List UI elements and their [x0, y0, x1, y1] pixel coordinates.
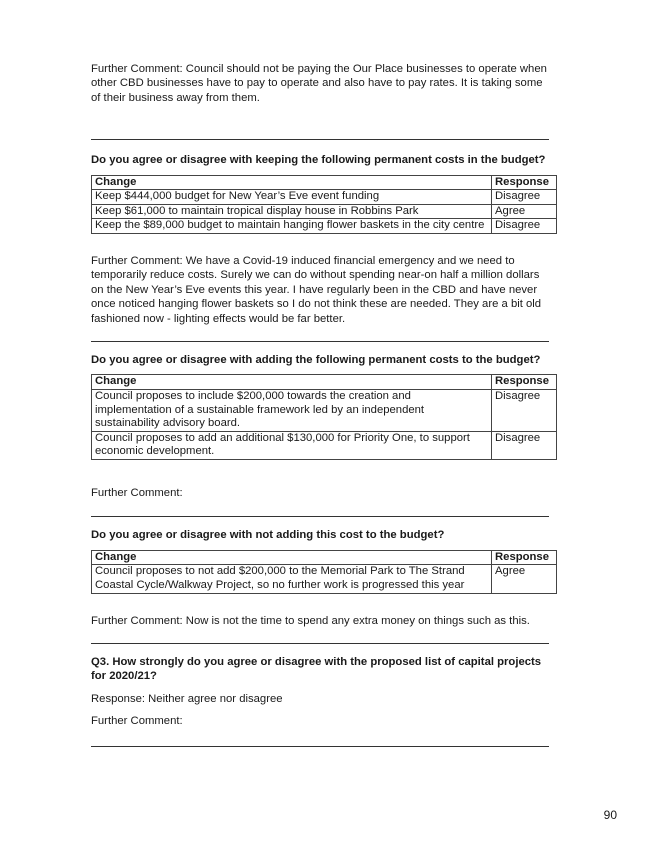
q3-comment: Further Comment: [91, 715, 183, 728]
section3-comment: Further Comment: Now is not the time to spend any extra money on things such as this. [91, 614, 530, 627]
col-response-header: Response [492, 175, 557, 190]
intro-comment: Further Comment: Council should not be paying the Our Place businesses to operate when other CBD businesses have to pay to operate and also have to pay rates. It is taking some of their business away from them. [91, 63, 547, 104]
table-header-row [92, 375, 557, 390]
response-cell: Agree [492, 565, 557, 593]
change-cell: Council proposes to add an additional $130,000 for Priority One, to support economic development. [92, 431, 492, 459]
section1-comment: Further Comment: We have a Covid-19 induced financial emergency and we need to temporarily reduce costs. Surely we can do without spending near-on half a million dollars on the New Year’s Eve events this year. I have regularly been in the CBD and have never once noticed hanging flower baskets so I do not think these are needed. They are a bit old fashioned now - lighting effects would be far better. [91, 255, 542, 325]
divider [91, 341, 549, 342]
divider [91, 516, 549, 517]
col-change-header: Change [92, 175, 492, 190]
table-row [92, 390, 557, 432]
table-row [92, 565, 557, 593]
table-row [92, 190, 557, 205]
table-row [92, 204, 557, 219]
table-header-row [92, 175, 557, 190]
section3-question: Do you agree or disagree with not adding this cost to the budget? [91, 529, 445, 542]
response-cell: Disagree [492, 219, 557, 234]
section2-table [91, 374, 557, 460]
section1-table [91, 175, 557, 234]
document-page [91, 62, 549, 747]
change-cell: Keep $444,000 budget for New Year’s Eve event funding [92, 190, 492, 205]
col-response-header: Response [492, 550, 557, 565]
section2-comment: Further Comment: [91, 487, 183, 499]
page-number: 90 [603, 808, 617, 822]
col-change-header: Change [92, 375, 492, 390]
q3-question: Q3. How strongly do you agree or disagree with the proposed list of capital projects for 2020/21? [91, 656, 542, 683]
divider [91, 746, 549, 747]
change-cell: Keep the $89,000 budget to maintain hanging flower baskets in the city centre [92, 219, 492, 234]
response-cell: Disagree [492, 190, 557, 205]
table-row [92, 431, 557, 459]
change-cell: Keep $61,000 to maintain tropical display house in Robbins Park [92, 204, 492, 219]
response-cell: Disagree [492, 431, 557, 459]
response-cell: Agree [492, 204, 557, 219]
section3-table [91, 550, 557, 594]
table-header-row [92, 550, 557, 565]
col-change-header: Change [92, 550, 492, 565]
change-cell: Council proposes to not add $200,000 to the Memorial Park to The Strand Coastal Cycle/Walkway Project, so no further work is progressed this year [92, 565, 492, 593]
change-cell: Council proposes to include $200,000 towards the creation and implementation of a sustainable framework led by an independent sustainability advisory board. [92, 390, 492, 432]
q3-response: Response: Neither agree nor disagree [91, 692, 283, 705]
section2-question: Do you agree or disagree with adding the following permanent costs to the budget? [91, 354, 541, 367]
col-response-header: Response [492, 375, 557, 390]
divider [91, 643, 549, 644]
divider [91, 139, 549, 140]
response-cell: Disagree [492, 390, 557, 432]
table-row [92, 219, 557, 234]
section1-question: Do you agree or disagree with keeping the following permanent costs in the budget? [91, 154, 546, 167]
